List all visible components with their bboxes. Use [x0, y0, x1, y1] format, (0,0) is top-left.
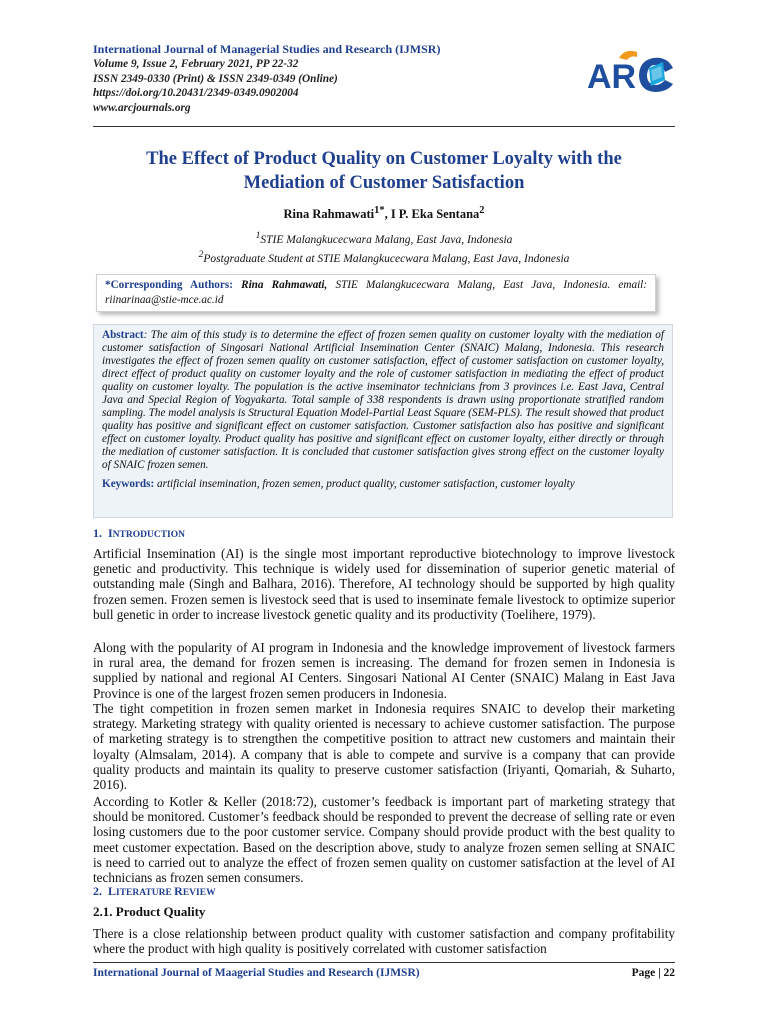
author-1: Rina Rahmawati [283, 207, 375, 222]
affiliation-2-sup: 2 [198, 249, 204, 260]
abstract-text: The aim of this study is to determine the effect of frozen semen quality on customer loyalty with the mediation of customer satisfaction of Singosari National Artificial Insemination Center (SNAIC) Malang, Indonesia. This research investigates the effect of frozen semen quality on customer satisfaction, effect of customer satisfaction on customer loyalty, direct effect of product quality on customer loyalty and the role of customer satisfaction in mediating the effect of product quality on customer loyalty. The population is the active inseminator technicians from 3 provinces i.e. East Java, Central Java and Special Region of Yogyakarta. Total sample of 338 respondents is drawn using proportionate stratified random sampling. The model analysis is Structural Equation Model-Partial Least Square (SEM-PLS). The result showed that product quality has positive and significant effect on customer satisfaction. Customer satisfaction also has positive and significant effect on customer loyalty. Product quality has positive and significant effect on customer loyalty, either directly or through the mediation of customer satisfaction. It is concluded that customer satisfaction gives strong effect on the customer loyalty of SNAIC frozen semen. [102, 329, 664, 472]
section-1-rest: NTRODUCTION [112, 530, 185, 540]
journal-name: International Journal of Managerial Studies and Research (IJMSR) [93, 42, 441, 56]
affiliation-1-text: STIE Malangkucecwara Malang, East Java, Indonesia [260, 233, 513, 246]
affiliation-2-text: Postgraduate Student at STIE Malangkucecwara Malang, East Java, Indonesia [203, 252, 570, 265]
abstract-colon: : [143, 329, 148, 341]
corresponding-name: Rina Rahmawati, [241, 279, 328, 291]
abstract-box [93, 324, 673, 518]
website-link[interactable]: www.arcjournals.org [93, 101, 191, 114]
corresponding-author-box [96, 274, 656, 312]
section-2-number: 2. [93, 884, 102, 898]
issn-info: ISSN 2349-0330 (Print) & ISSN 2349-0349 (Online) [93, 72, 338, 85]
title-line-2: Mediation of Customer Satisfaction [243, 172, 525, 193]
journal-header [93, 42, 553, 115]
arc-logo [585, 44, 675, 96]
paper-title [93, 148, 675, 195]
section-1-number: 1. [93, 526, 102, 540]
abstract-label: Abstract [102, 329, 144, 341]
intro-paragraph-2: Along with the popularity of AI program in Indonesia and the knowledge improvement of livestock farmers in rural area, the demand for frozen semen is increasing. The demand for frozen semen in Indonesia is supplied by national and regional AI Centers. Singosari National AI Center (SNAIC) Malang in East Java Province is one of the largest frozen semen producers in Indonesia. [93, 640, 675, 701]
affiliation-2 [93, 249, 675, 265]
section-2-rest-2: EVIEW [182, 888, 216, 898]
intro-paragraph-4: According to Kotler & Keller (2018:72), customer’s feedback is important part of marketing strategy that should be monitored. Customer’s feedback should be responded to prevent the decrease of selling rate or even losing customers due to the poor customer service. Company should provide product with the best quality to meet customer expectation. Based on the description above, study to analyze frozen semen selling at SNAIC is need to carried out to analyze the effect of frozen semen quality on customer satisfaction at the level of AI technicians as frozen semen consumers. [93, 794, 675, 886]
title-line-1: The Effect of Product Quality on Customer Loyalty with the [146, 149, 622, 169]
affiliation-1-sup: 1 [255, 230, 261, 241]
author-2-sup: 2 [479, 205, 485, 216]
header-divider [93, 126, 675, 127]
section-introduction-heading [93, 526, 185, 541]
subsection-product-quality: 2.1. Product Quality [93, 904, 206, 919]
author-separator: , [384, 207, 391, 222]
keywords-text: artificial insemination, frozen semen, product quality, customer satisfaction, customer loyalty [157, 477, 575, 490]
literature-paragraph-1: There is a close relationship between product quality with customer satisfaction and company profitability where the product with high quality is positively correlated with customer satisfaction [93, 926, 675, 957]
doi-link[interactable]: https://doi.org/10.20431/2349-0349.0902004 [93, 87, 299, 99]
section-2-cap-2: R [174, 884, 183, 898]
svg-text:AR: AR [587, 58, 637, 96]
author-2: I P. Eka Sentana [390, 207, 480, 222]
page-number: Page | 22 [631, 967, 675, 979]
section-2-cap-1: L [108, 884, 117, 898]
footer-journal-name: International Journal of Maagerial Studies and Research (IJMSR) [93, 967, 420, 979]
author-1-sup: 1* [374, 205, 385, 216]
section-2-rest-1: ITERATURE [116, 888, 175, 898]
corresponding-label: *Corresponding Authors: [105, 279, 233, 291]
footer-divider [93, 962, 675, 963]
author-list [93, 205, 675, 222]
volume-info: Volume 9, Issue 2, February 2021, PP 22-32 [93, 58, 299, 70]
section-1-cap: I [108, 526, 113, 540]
affiliation-1 [93, 230, 675, 246]
keywords-label: Keywords: [102, 477, 155, 490]
intro-paragraph-3: The tight competition in frozen semen market in Indonesia requires SNAIC to develop their marketing strategy. Marketing strategy with quality oriented is necessary to achieve customer satisfaction. The purpose of marketing strategy is to strengthen the competitive position to attract new customers and maintain their loyalty (Almsalam, 2014). A company that is able to compete and survive is a company that can provide quality products and maintain its quality to preserve customer satisfaction (Iriyanti, Qomariah, & Suharto, 2016). [93, 701, 675, 793]
section-literature-review-heading [93, 884, 216, 899]
intro-paragraph-1: Artificial Insemination (AI) is the single most important reproductive biotechnology to improve livestock genetic and productivity. This technique is widely used for dissemination of superior genetic material of outstanding male (Singh and Balhara, 2016). Therefore, AI technology should be supported by high quality frozen semen. Frozen semen is livestock seed that is used to inseminate female livestock to optimize superior bull genetic in order to increase livestock genetic quality and its productivity (Toelihere, 1979). [93, 546, 675, 622]
corresponding-details: STIE Malangkucecwara Malang, East Java, Indonesia. email: riinarinaa@stie-mce.ac.id [105, 279, 648, 306]
